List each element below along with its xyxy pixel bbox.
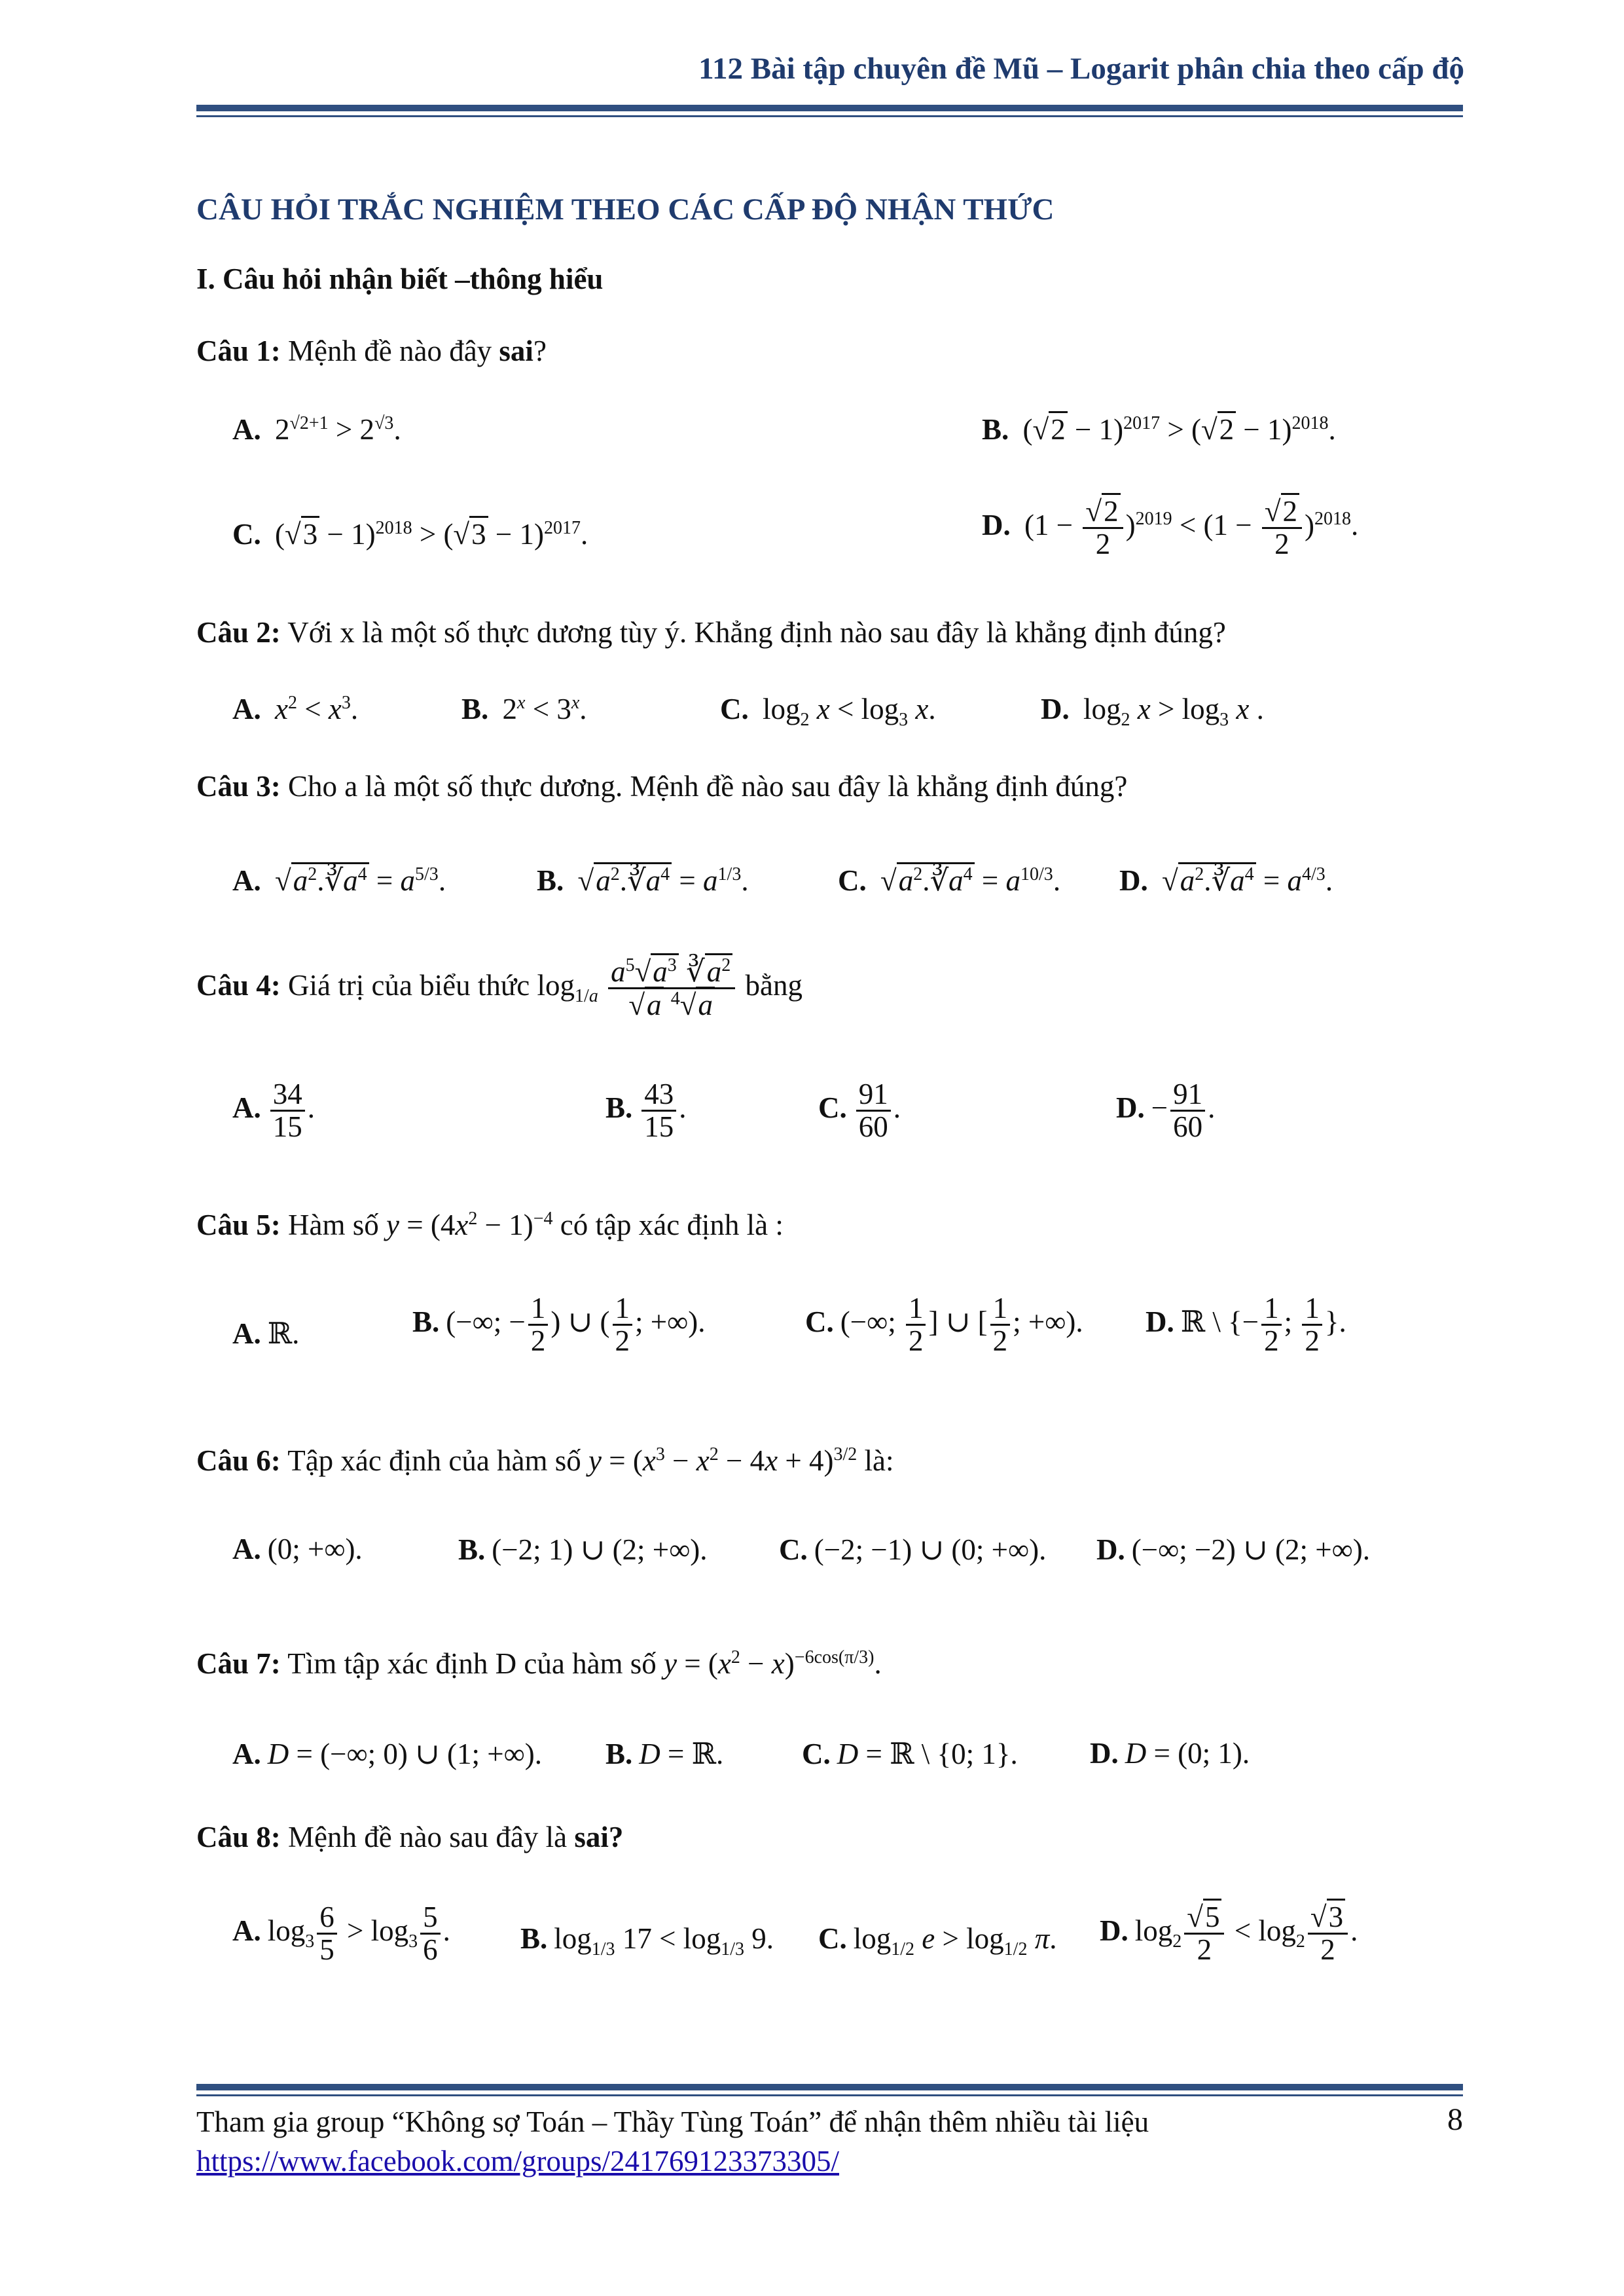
question-text: Giá trị của biểu thức	[288, 969, 530, 1002]
question-label: Câu 5:	[196, 1209, 281, 1241]
option-letter: C.	[720, 693, 749, 725]
q4-expression: $\frac{a^5√a^3 ∛a^2}{√a ^4√a}$	[608, 956, 735, 1021]
q7-option-c[interactable]: C. D = ℝ \ {0; 1}.	[802, 1738, 1018, 1770]
page-number: 8	[1447, 2102, 1463, 2137]
document-header: 112 Bài tập chuyên đề Mũ – Logarit phân chia theo cấp độ	[698, 52, 1464, 86]
q6-option-b[interactable]: B. (−2; 1) ∪ (2; +∞).	[458, 1533, 708, 1566]
question-label: Câu 3:	[196, 770, 281, 803]
option-letter: A.	[232, 1738, 261, 1770]
option-letter: B.	[605, 1091, 633, 1125]
q3-option-b[interactable]: B. $√a^2.∛a^4 = a^{1/3}$.	[537, 863, 749, 898]
option-letter: D.	[1096, 1533, 1125, 1566]
question-tail: có tập xác định là :	[560, 1209, 784, 1241]
footer-rule-thin	[196, 2094, 1463, 2096]
q1-option-c[interactable]: C. $(√3 - 1)^{2018} > (√3 - 1)^{2017}$.	[232, 517, 588, 551]
option-letter: C.	[805, 1305, 834, 1339]
q7-option-d[interactable]: D. D = (0; 1).	[1090, 1737, 1250, 1770]
q4-option-d[interactable]: D. − $\frac{91}{60}$ .	[1116, 1078, 1216, 1144]
q2-option-d[interactable]: D. $\log_2 x > \log_3 x$ .	[1041, 693, 1264, 730]
option-letter: A.	[232, 1091, 261, 1125]
question-text: Mệnh đề nào sau đây là	[288, 1821, 568, 1853]
option-letter: B.	[458, 1533, 486, 1566]
option-letter: D.	[1146, 1305, 1174, 1339]
question-6: Câu 6: Tập xác định của hàm số $y = (x^3 - x^2 - 4x + 4)^{3/2}$ là:	[196, 1444, 894, 1477]
q8-option-a[interactable]: A. $\log_3$ $\frac{6}{5}$ > $\log_3$ $\frac{5}{6}$ .	[232, 1901, 450, 1967]
q8-option-c[interactable]: C. $\log_{1/2} e > \log_{1/2} \pi$.	[818, 1922, 1057, 1959]
option-letter: D.	[982, 509, 1011, 542]
q5-option-d[interactable]: D. ℝ \ {− $\frac{1}{2}$ ; $\frac{1}{2}$ }.	[1146, 1292, 1346, 1358]
q8-option-b[interactable]: B. $\log_{1/3} 17 < \log_{1/3} 9$.	[520, 1922, 774, 1959]
option-letter: C.	[779, 1533, 808, 1566]
q4-option-a[interactable]: A. $\frac{34}{15}$ .	[232, 1078, 315, 1144]
option-letter: C.	[232, 518, 261, 551]
q2-option-a[interactable]: A. $x^2 < x^3$.	[232, 693, 359, 725]
q3-option-d[interactable]: D. $√a^2.∛a^4 = a^{4/3}$.	[1119, 863, 1333, 898]
option-letter: A.	[232, 693, 261, 725]
question-4: Câu 4: Giá trị của biểu thức $\log_{1/a}$ $\frac{a^5√a^3 ∛a^2}{√a ^4√a}$ bằng	[196, 956, 803, 1021]
option-letter: B.	[605, 1738, 633, 1770]
option-letter: A.	[232, 1914, 261, 1948]
question-text: Tìm tập xác định D của hàm số	[287, 1647, 657, 1680]
option-letter: C.	[838, 864, 867, 897]
question-text: Cho a là một số thực dương. Mệnh đề nào sau đây là khẳng định đúng?	[288, 770, 1128, 803]
option-letter: A.	[232, 1317, 261, 1350]
q4-option-b[interactable]: B. $\frac{43}{15}$ .	[605, 1078, 687, 1144]
question-emphasis: sai?	[574, 1821, 624, 1853]
q2-option-c[interactable]: C. $\log_2 x < \log_3 x$.	[720, 693, 936, 730]
option-letter: C.	[818, 1091, 847, 1125]
question-text: Hàm số	[288, 1209, 379, 1241]
q3-option-a[interactable]: A. $√a^2.∛a^4 = a^{5/3}$.	[232, 863, 446, 898]
q5-option-c[interactable]: C. (−∞; $\frac{1}{2}$ ] ∪ [ $\frac{1}{2}$ ; +∞).	[805, 1292, 1083, 1358]
q2-option-b[interactable]: B. $2^x < 3^x$.	[461, 693, 587, 725]
question-label: Câu 7:	[196, 1647, 281, 1680]
question-8	[196, 1820, 623, 1854]
option-letter: B.	[412, 1305, 440, 1339]
question-label: Câu 1:	[196, 335, 281, 367]
q4-option-c[interactable]: C. $\frac{91}{60}$ .	[818, 1078, 901, 1144]
q5-option-b[interactable]: B. (−∞; − $\frac{1}{2}$ ) ∪ ( $\frac{1}{2}$ ; +∞).	[412, 1292, 706, 1358]
option-letter: B.	[982, 413, 1009, 446]
q5-option-a[interactable]: A. ℝ.	[232, 1317, 300, 1350]
option-letter: C.	[802, 1738, 831, 1770]
header-rule-thin	[196, 115, 1463, 117]
footer-text: Tham gia group “Không sợ Toán – Thầy Tùng Toán” để nhận thêm nhiều tài liệu	[196, 2105, 1149, 2138]
question-tail: là:	[864, 1444, 894, 1477]
header-rule	[196, 105, 1463, 111]
question-3	[196, 769, 1127, 803]
footer-link[interactable]: https://www.facebook.com/groups/241769123373305/	[196, 2145, 839, 2178]
option-letter: D.	[1041, 693, 1070, 725]
option-letter: D.	[1119, 864, 1148, 897]
option-letter: A.	[232, 864, 261, 897]
q8-option-d[interactable]: D. $\log_2$ $\frac{√5}{2}$ < $\log_2$ $\frac{√3}{2}$ .	[1100, 1902, 1358, 1966]
question-2	[196, 615, 1226, 649]
q1-option-a[interactable]: A. $2^{√2+1} > 2^{√3}$.	[232, 413, 401, 446]
option-letter: D.	[1100, 1914, 1128, 1948]
question-text: Tập xác định của hàm số	[287, 1444, 581, 1477]
question-tail: bằng	[745, 969, 803, 1002]
option-letter: B.	[461, 693, 489, 725]
footer-rule	[196, 2084, 1463, 2090]
question-text: Mệnh đề nào đây	[288, 335, 492, 367]
option-letter: D.	[1090, 1737, 1119, 1770]
question-7: Câu 7: Tìm tập xác định D của hàm số $y = (x^2 - x)^{-6cos(\pi/3)}$.	[196, 1647, 882, 1680]
option-letter: B.	[520, 1922, 548, 1955]
q6-option-c[interactable]: C. (−2; −1) ∪ (0; +∞).	[779, 1533, 1047, 1566]
question-5: Câu 5: Hàm số $y = (4x^2 - 1)^{-4}$ có tập xác định là :	[196, 1209, 784, 1241]
option-letter: A.	[232, 413, 261, 446]
option-letter: B.	[537, 864, 564, 897]
question-tail: ?	[533, 335, 547, 367]
option-letter: D.	[1116, 1091, 1145, 1125]
question-text: Với x là một số thực dương tùy ý. Khẳng định nào sau đây là khẳng định đúng?	[287, 616, 1226, 649]
question-1	[196, 334, 547, 368]
section-subtitle: I. Câu hỏi nhận biết –thông hiểu	[196, 263, 604, 295]
q6-option-d[interactable]: D. (−∞; −2) ∪ (2; +∞).	[1096, 1533, 1370, 1566]
section-title: CÂU HỎI TRẮC NGHIỆM THEO CÁC CẤP ĐỘ NHẬN THỨC	[196, 192, 1055, 227]
q1-option-b[interactable]: B. $(√2 - 1)^{2017} > (√2 - 1)^{2018}$.	[982, 412, 1336, 446]
question-label: Câu 2:	[196, 616, 281, 649]
q7-option-b[interactable]: B. D = ℝ.	[605, 1738, 724, 1770]
q3-option-c[interactable]: C. $√a^2.∛a^4 = a^{10/3}$.	[838, 863, 1060, 898]
question-label: Câu 8:	[196, 1821, 281, 1853]
q6-option-a[interactable]: A. (0; +∞).	[232, 1533, 363, 1565]
option-letter: C.	[818, 1922, 847, 1955]
question-emphasis: sai	[499, 335, 533, 367]
q7-option-a[interactable]: A. D = (−∞; 0) ∪ (1; +∞).	[232, 1738, 542, 1770]
option-letter: A.	[232, 1533, 261, 1565]
question-label: Câu 4:	[196, 969, 281, 1002]
question-label: Câu 6:	[196, 1444, 281, 1477]
q1-option-d[interactable]: D. (1 − $\frac{√2}{2}$ )$^{2019}$ < (1 − $\frac{√2}{2}$ )$^{2018}$.	[982, 496, 1358, 560]
